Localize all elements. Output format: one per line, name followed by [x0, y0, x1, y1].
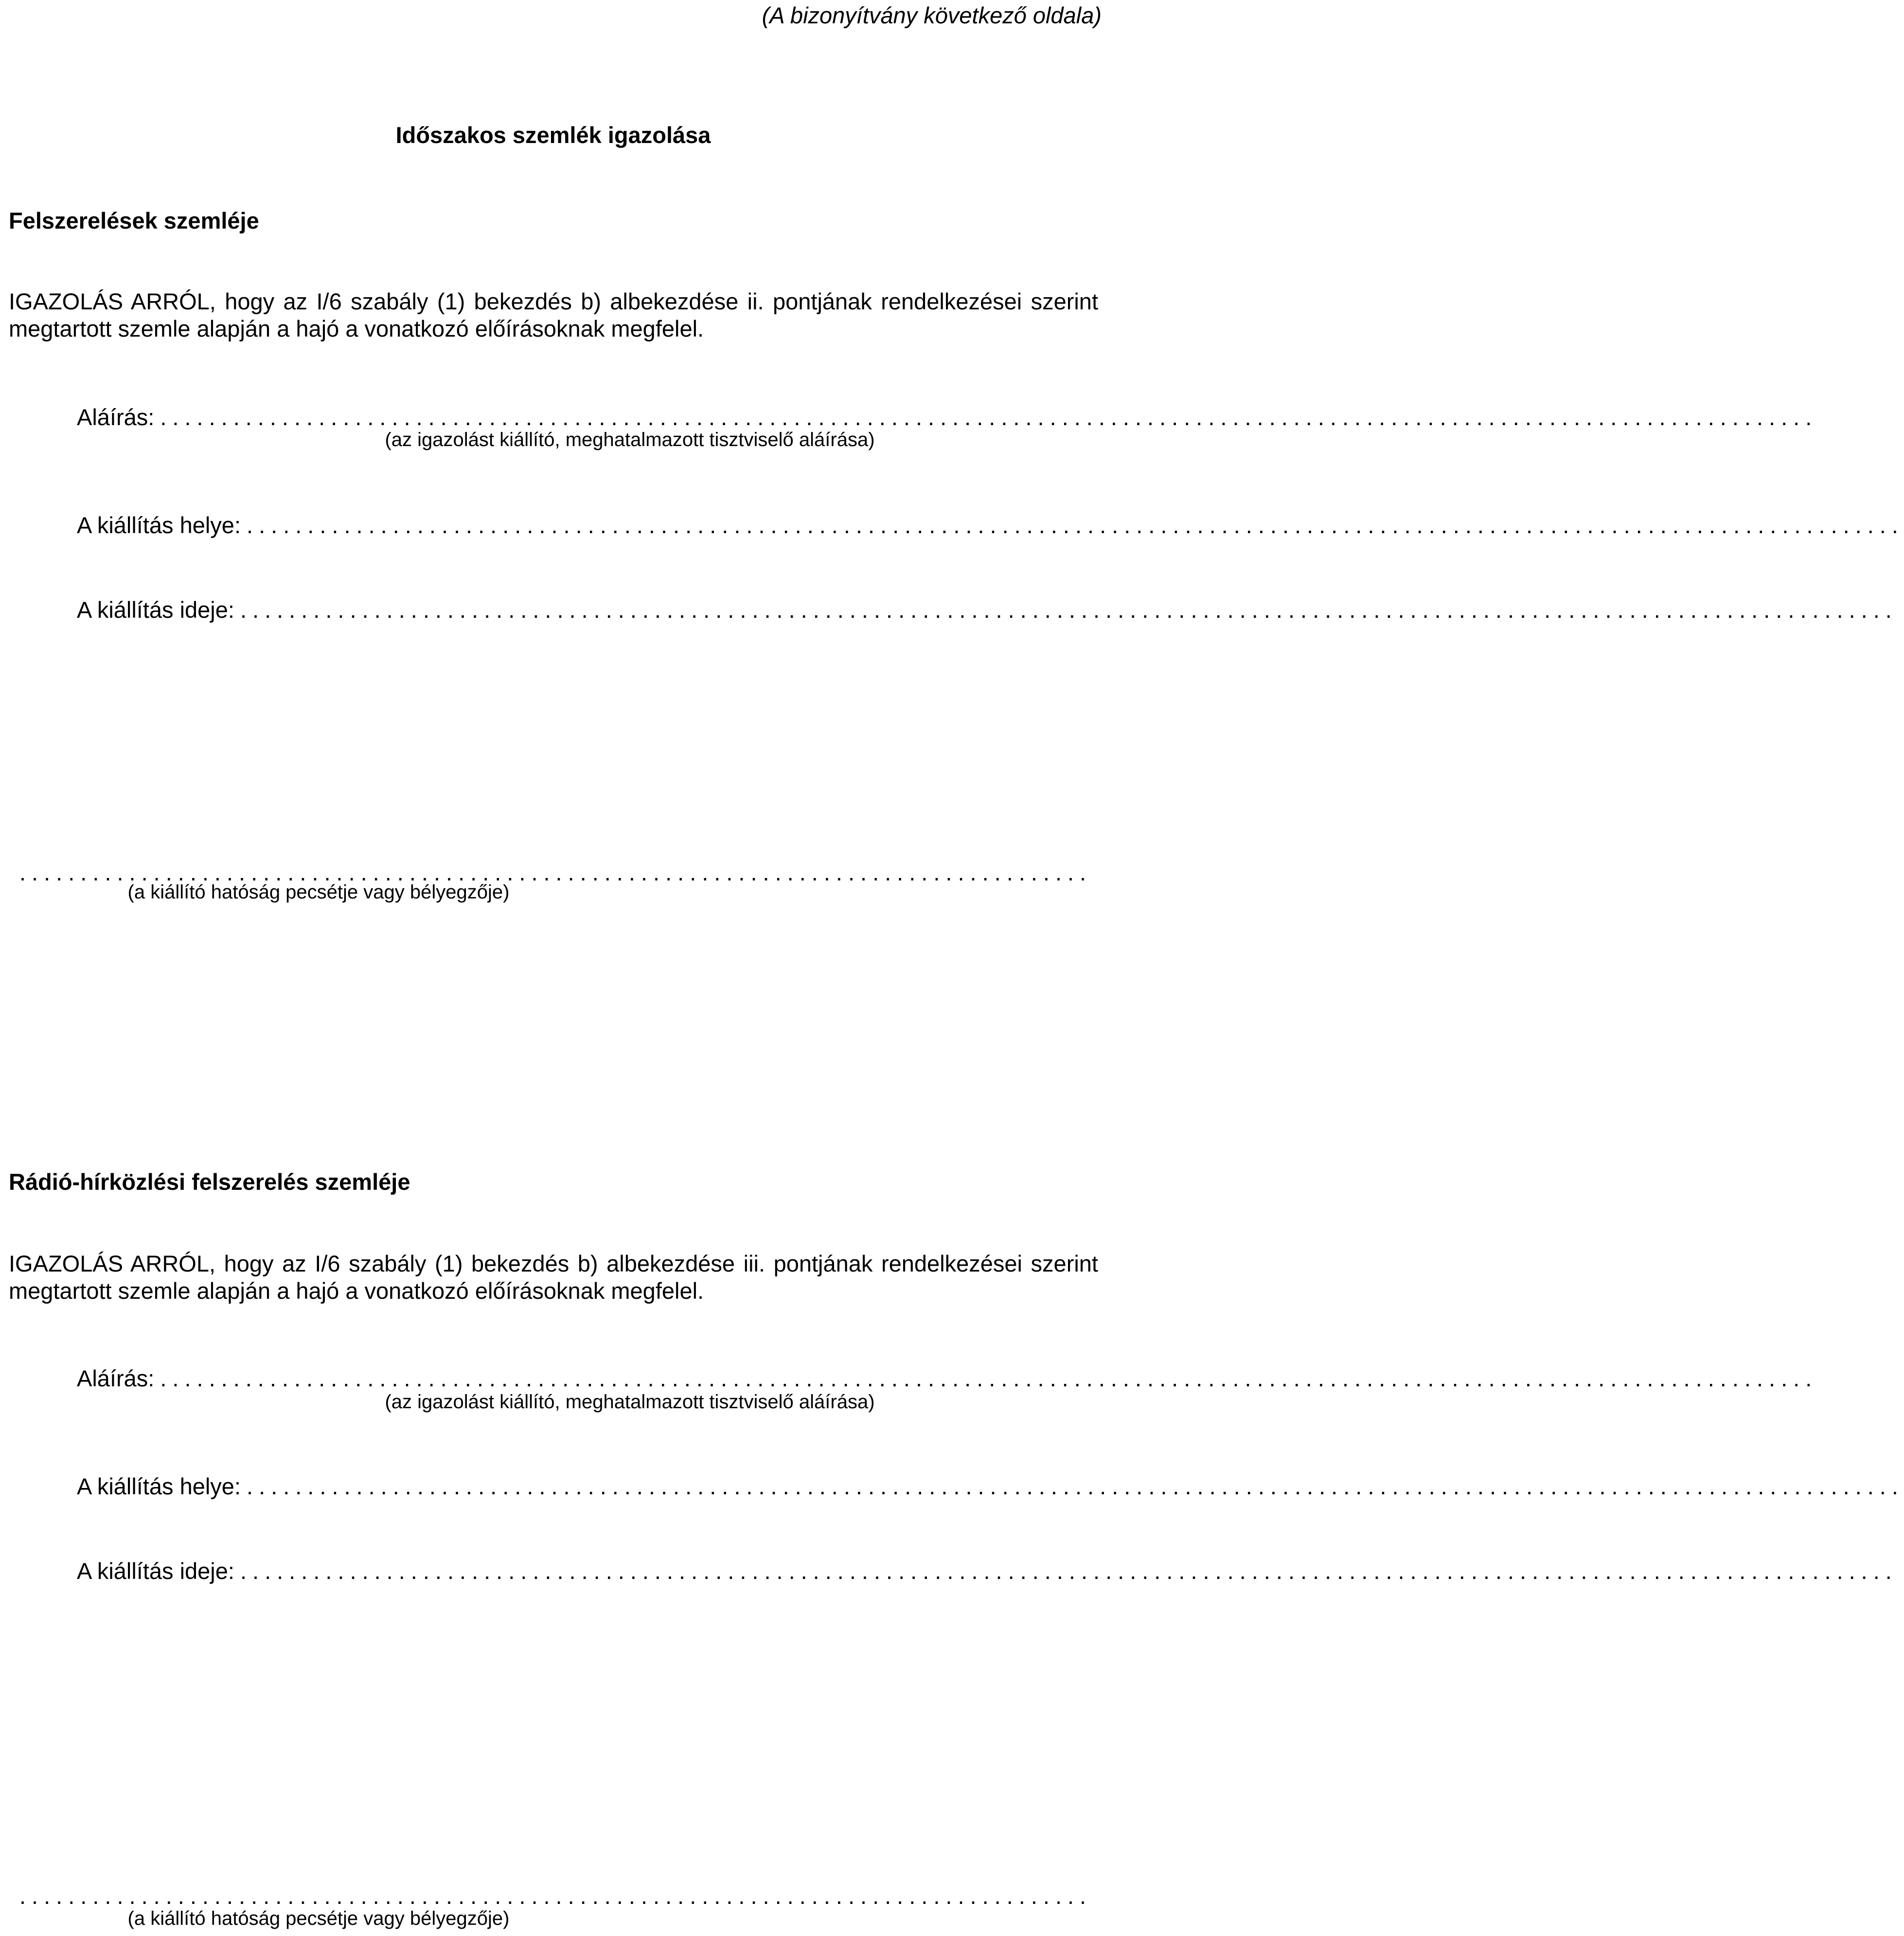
date-field-radio[interactable]: [77, 1556, 1898, 1587]
date-label: A kiállítás ideje:: [77, 597, 234, 623]
place-label: A kiállítás helye:: [77, 512, 241, 538]
place-dotted-line[interactable]: ........................................................................................................................................: [247, 1473, 1904, 1499]
place-field-radio[interactable]: [77, 1471, 1904, 1502]
date-dotted-line[interactable]: ........................................................................................................................................: [240, 597, 1898, 623]
date-dotted-line[interactable]: ........................................................................................................................................: [240, 1558, 1898, 1584]
signature-dotted-line[interactable]: ........................................................................................................................................: [160, 1365, 1818, 1391]
page-title: Időszakos szemlék igazolása: [395, 122, 711, 148]
paragraph-line: megtartott szemle alapján a hajó a vonatkozó előírásoknak megfelel.: [9, 316, 704, 341]
place-label: A kiállítás helye:: [77, 1473, 241, 1499]
signature-dotted-line[interactable]: ........................................................................................................................................: [160, 404, 1818, 430]
stamp-dotted-line[interactable]: ........................................................................................: [19, 860, 1092, 885]
place-field-equipment[interactable]: [77, 510, 1904, 541]
certification-paragraph-equipment: [9, 288, 1098, 342]
date-label: A kiállítás ideje:: [77, 1558, 234, 1584]
certification-paragraph-radio: [9, 1250, 1098, 1305]
page-continuation-note: (A bizonyítvány következő oldala): [762, 2, 1102, 28]
place-dotted-line[interactable]: ........................................................................................................................................: [247, 512, 1904, 538]
signature-label: Aláírás:: [77, 1365, 155, 1391]
stamp-caption: (a kiállító hatóság pecsétje vagy bélyegzője): [127, 1908, 510, 1929]
signature-caption: (az igazolást kiállító, meghatalmazott tisztviselő aláírása): [385, 429, 875, 450]
paragraph-line: IGAZOLÁS ARRÓL, hogy az I/6 szabály (1) bekezdés b) albekezdése iii. pontjának rendelkezései szerint: [9, 1251, 1098, 1276]
stamp-caption: (a kiállító hatóság pecsétje vagy bélyegzője): [127, 881, 510, 903]
date-field-equipment[interactable]: [77, 594, 1898, 626]
stamp-dotted-line[interactable]: ........................................................................................: [19, 1883, 1092, 1909]
paragraph-line: IGAZOLÁS ARRÓL, hogy az I/6 szabály (1) bekezdés b) albekezdése ii. pontjának rendelkezései szerint: [9, 288, 1098, 314]
paragraph-line: megtartott szemle alapján a hajó a vonatkozó előírásoknak megfelel.: [9, 1278, 704, 1304]
section-heading-equipment: Felszerelések szemléje: [9, 208, 259, 233]
section-heading-radio: Rádió-hírközlési felszerelés szemléje: [9, 1169, 410, 1195]
signature-label: Aláírás:: [77, 404, 155, 430]
signature-caption: (az igazolást kiállító, meghatalmazott tisztviselő aláírása): [385, 1391, 875, 1413]
